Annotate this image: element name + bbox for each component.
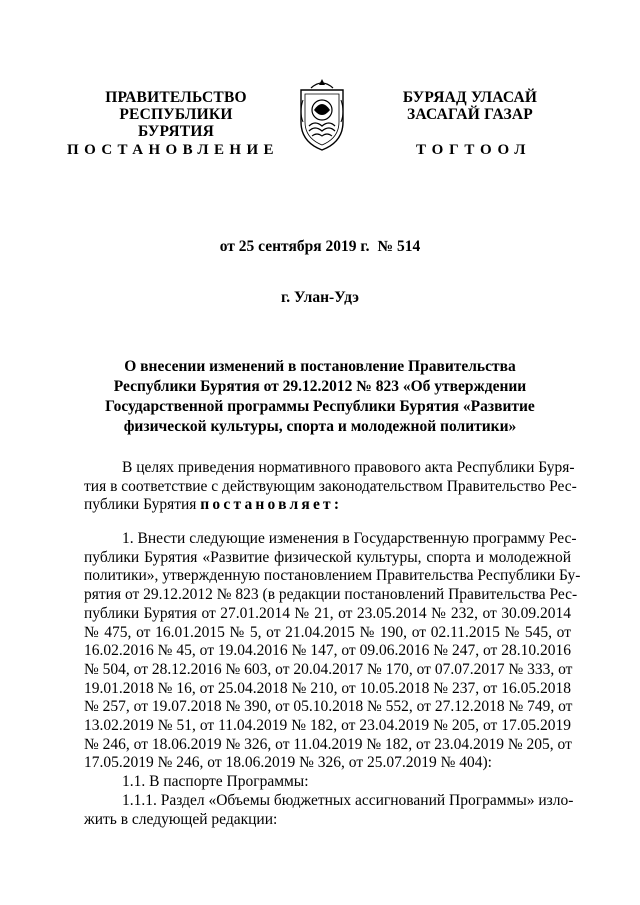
header-right-line1: БУРЯАД УЛАСАЙ <box>402 89 538 106</box>
document-number: № 514 <box>377 238 421 255</box>
header-left-line2: РЕСПУБЛИКИ БУРЯТИЯ <box>119 106 233 140</box>
paragraph-line: рятия от 29.12.2012 № 823 (в редакции постановлений Правительства Рес- <box>84 586 578 604</box>
paragraph-line: № 475, от 16.01.2015 № 5, от 21.04.2015 № 190, от 02.11.2015 № 545, от <box>84 623 571 641</box>
preamble-line <box>84 496 571 515</box>
doc-type-russian: ПОСТАНОВЛЕНИЕ <box>67 142 279 158</box>
header-left-line1: ПРАВИТЕЛЬСТВО <box>105 89 247 106</box>
header-left <box>92 89 260 140</box>
paragraph-line: публики Бурятия «Развитие физической культуры, спорта и молодежной <box>84 548 571 566</box>
resolution-word: постановляет: <box>200 496 343 514</box>
paragraph-line: политики», утвержденную постановлением Правительства Республики Бу- <box>84 567 581 585</box>
paragraph-line: 19.01.2018 № 16, от 25.04.2018 № 210, от 10.05.2018 № 237, от 16.05.2018 <box>84 679 571 697</box>
title-line: физической культуры, спорта и молодежной политики» <box>123 418 517 435</box>
header-right <box>392 89 548 123</box>
coat-of-arms-icon <box>297 76 347 152</box>
preamble-paragraph <box>84 459 577 515</box>
document-date: от 25 сентября 2019 г. <box>219 238 370 255</box>
paragraph-line: 17.05.2019 № 246, от 18.06.2019 № 326, от 25.07.2019 № 404): <box>84 754 492 772</box>
paragraph-line: № 504, от 28.12.2016 № 603, от 20.04.2017 № 170, от 07.07.2017 № 333, от <box>84 660 573 678</box>
preamble-line: тия в соответствие с действующим законодательством Правительство Рес- <box>84 477 577 495</box>
paragraph-line: № 246, от 18.06.2019 № 326, от 11.04.2019 № 182, от 23.04.2019 № 205, от <box>84 735 572 753</box>
city: г. Улан-Удэ <box>280 289 359 306</box>
title-line: О внесении изменений в постановление Правительства <box>124 358 516 375</box>
document-title <box>100 357 540 437</box>
title-line: Республики Бурятия от 29.12.2012 № 823 «Об утверждении <box>113 378 527 395</box>
paragraph-line: 16.02.2016 № 45, от 19.04.2016 № 147, от 09.06.2016 № 247, от 28.10.2016 <box>84 642 571 660</box>
doc-type-buryat: ТОГТООЛ <box>416 142 532 158</box>
preamble-line-start: публики Бурятия <box>84 496 201 514</box>
date-line <box>0 238 640 256</box>
paragraph-line: № 257, от 19.07.2018 № 390, от 05.10.2018 № 552, от 27.12.2018 № 749, от <box>84 698 573 716</box>
title-line: Государственной программы Республики Бурятия «Развитие <box>105 398 535 415</box>
paragraph-line: 13.02.2019 № 51, от 11.04.2019 № 182, от 23.04.2019 № 205, от 17.05.2019 <box>84 717 571 735</box>
header-right-line2: ЗАСАГАЙ ГАЗАР <box>407 106 533 123</box>
paragraph-1 <box>84 530 581 829</box>
paragraph-line: 1. Внести следующие изменения в Государственную программу Рес- <box>122 530 577 547</box>
item-1-1: 1.1. В паспорте Программы: <box>122 773 309 791</box>
preamble-line: В целях приведения нормативного правового акта Республики Буря- <box>122 459 575 476</box>
item-1-1-1-line: 1.1.1. Раздел «Объемы бюджетных ассигнований Программы» изло- <box>122 791 574 809</box>
item-1-1-1-line: жить в следующей редакции: <box>84 810 278 828</box>
paragraph-line: публики Бурятия от 27.01.2014 № 21, от 23.05.2014 № 232, от 30.09.2014 <box>84 604 571 622</box>
